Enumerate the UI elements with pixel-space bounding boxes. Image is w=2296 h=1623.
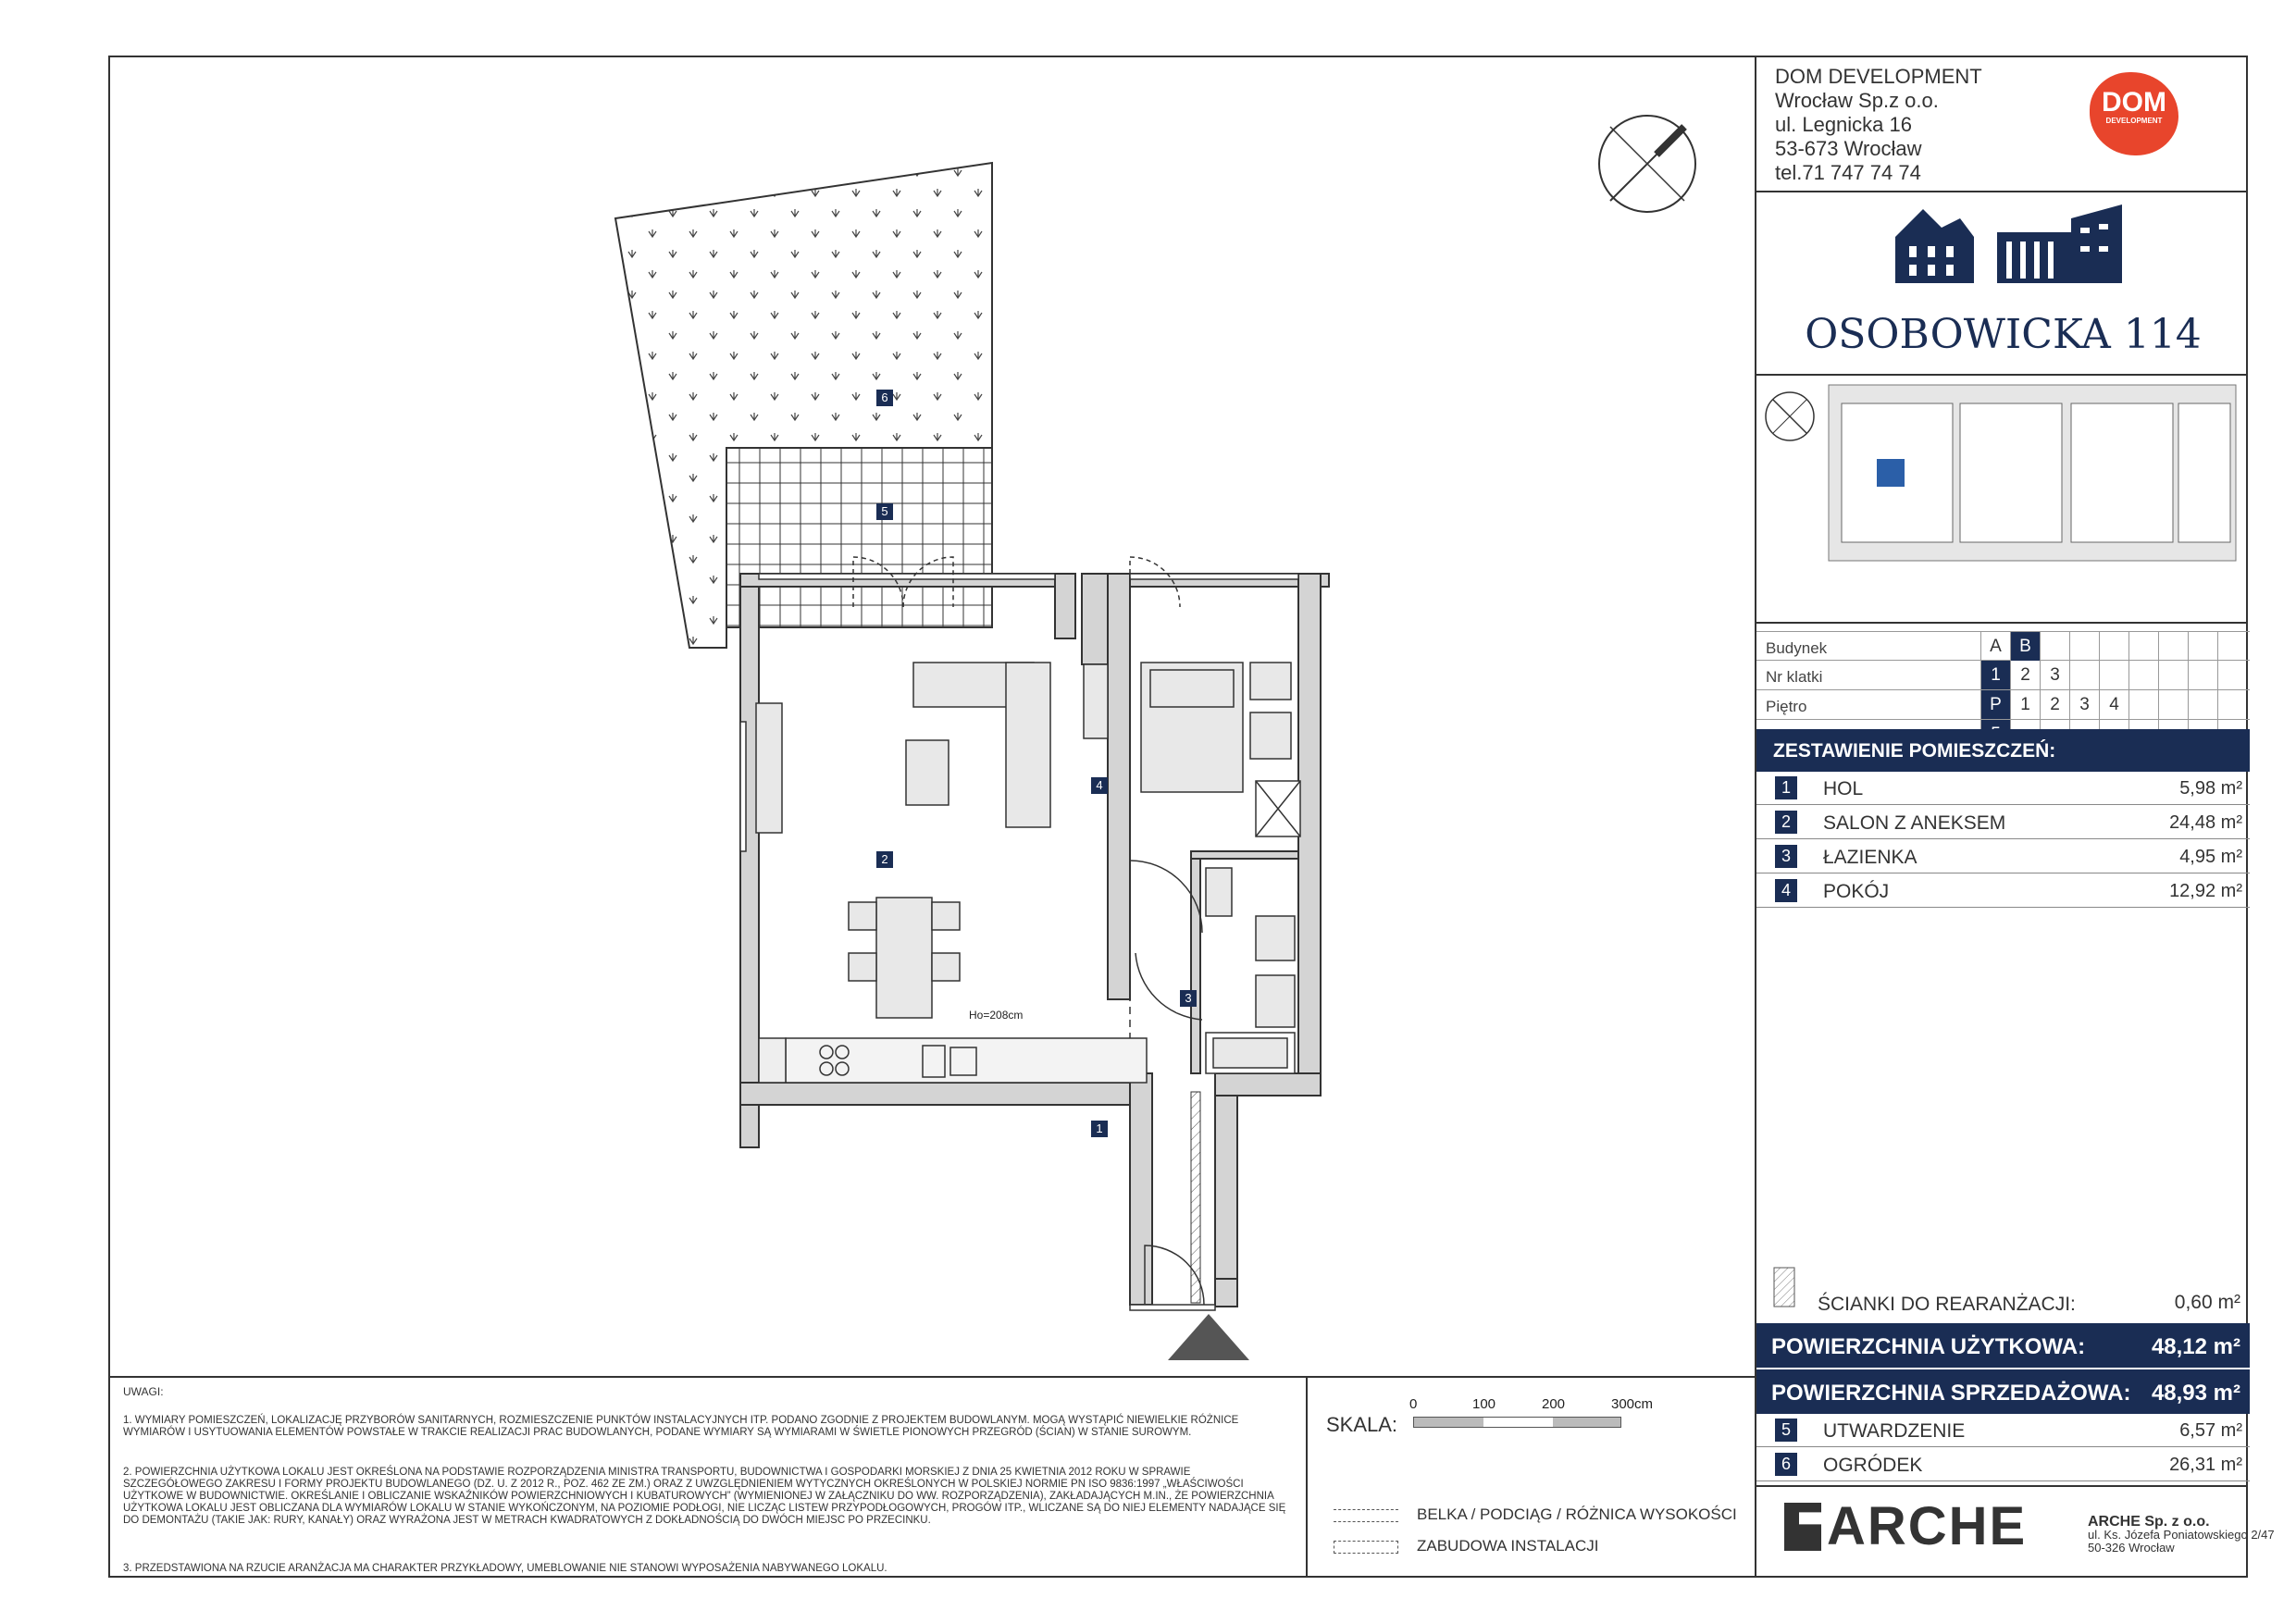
room-name: OGRÓDEK <box>1823 1455 1923 1476</box>
room-row <box>1756 840 2250 873</box>
room-area: 24,48 m² <box>2169 812 2242 833</box>
selector-option[interactable]: 4 <box>2099 690 2128 719</box>
selector-option[interactable]: B <box>2010 632 2040 661</box>
project-title: OSOBOWICKA 114 <box>1805 311 2202 358</box>
room-area: 26,31 m² <box>2169 1455 2242 1475</box>
selector-option[interactable]: 1 <box>2010 690 2040 719</box>
rearrange-wall <box>1191 1092 1200 1303</box>
developer-phone: tel.71 747 74 74 <box>1775 161 1921 184</box>
key-plan-unit-highlight <box>1877 459 1905 487</box>
dom-logo-subtext: DEVELOPMENT <box>2105 117 2163 125</box>
beam-legend-icon <box>1334 1509 1398 1522</box>
arche-logo <box>1784 1496 2062 1556</box>
selector-option[interactable]: 3 <box>2069 690 2099 719</box>
developer-company: Wrocław Sp.z o.o. <box>1775 89 1939 112</box>
selector-option[interactable]: 2 <box>2040 690 2069 719</box>
scale-label: SKALA: <box>1326 1413 1398 1436</box>
selector-row <box>1756 631 2250 661</box>
dom-logo <box>2090 72 2178 155</box>
rearrange-area: 0,60 m² <box>2174 1292 2240 1313</box>
room-name: HOL <box>1823 778 1864 799</box>
architect-city: 50-326 Wrocław <box>2088 1541 2175 1555</box>
usable-area-bar <box>1756 1323 2250 1369</box>
room-name: ŁAZIENKA <box>1823 847 1917 868</box>
entrance-marker <box>1168 1314 1249 1360</box>
selector-row <box>1756 690 2250 720</box>
room-area: 6,57 m² <box>2179 1420 2242 1441</box>
selector-empty-cell <box>2040 632 2069 661</box>
bathroom-fixtures <box>1206 868 1295 1073</box>
scale-tick-0: 0 <box>1409 1396 1418 1412</box>
room-number-badge: 6 <box>1775 1453 1797 1476</box>
note-1: 1. WYMIARY POMIESZCZEŃ, LOKALIZACJĘ PRZYBORÓW SANITARNYCH, ROZMIESZCZENIE PUNKTÓW INSTALACYJNYCH ITP. PODANO ZGODNIE Z PROJEKTEM BUDOWLANYM. MOGĄ WYSTĄPIĆ NIEWIELKIE RÓŻNICE WYMIARÓW I USYTUOWANIA ELEMENTÓW POWSTAŁE W TRAKCIE REALIZACJI PRAC BUDOWLANYCH, PODANE WYMIARY SĄ WYMIARAMI W ŚWIETLE PIONOWYCH PRZEGRÓD (ŚCIAN) W STANIE SUROWYM. <box>123 1415 1239 1438</box>
scale-tick-100: 100 <box>1472 1396 1496 1412</box>
title-block <box>1755 56 2275 1578</box>
developer-name: DOM DEVELOPMENT <box>1775 65 1982 88</box>
selector-empty-cell <box>2128 632 2158 661</box>
rearrange-label: ŚCIANKI DO REARANŻACJI: <box>1818 1294 2076 1315</box>
scale-bar <box>1413 1417 1621 1428</box>
arche-logo-text: ARCHE <box>1827 1496 2028 1556</box>
selector-empty-cell <box>2188 661 2217 689</box>
architect-name: ARCHE Sp. z o.o. <box>2088 1514 2210 1530</box>
project-building-icon <box>1886 200 2127 292</box>
selector-row <box>1756 661 2250 690</box>
plan-label-pokoj: 4 <box>1091 777 1108 794</box>
room-area: 4,95 m² <box>2179 847 2242 867</box>
room-name: UTWARDZENIE <box>1823 1420 1966 1442</box>
room-number-badge: 5 <box>1775 1419 1797 1442</box>
selector-empty-cell <box>2217 661 2247 689</box>
developer-street: ul. Legnicka 16 <box>1775 113 1912 136</box>
plan-label-utwardzenie: 5 <box>876 503 893 520</box>
room-row <box>1756 1414 2250 1447</box>
selector-row-label: Piętro <box>1766 698 1807 715</box>
note-3: 3. PRZEDSTAWIONA NA RZUCIE ARANŻACJA MA CHARAKTER PRZYKŁADOWY, UMEBLOWANIE NIE STANOWI WYPOSAŻENIA NABYWANEGO LOKALU. <box>123 1563 887 1574</box>
selector-empty-cell <box>2217 632 2247 661</box>
selector-empty-cell <box>2188 690 2217 719</box>
room-name: SALON Z ANEKSEM <box>1823 812 2006 834</box>
plan-label-hol: 1 <box>1091 1121 1108 1137</box>
installation-legend-icon <box>1334 1541 1398 1554</box>
legend-section <box>1308 1376 1755 1578</box>
selector-empty-cell <box>2099 632 2128 661</box>
selector-option[interactable]: 3 <box>2040 661 2069 689</box>
selector-empty-cell <box>2188 632 2217 661</box>
plan-label-salon: 2 <box>876 851 893 868</box>
selector-empty-cell <box>2217 690 2247 719</box>
dom-logo-text: DOM <box>2102 87 2166 118</box>
selector-option[interactable]: 1 <box>1980 661 2010 689</box>
beam-legend-label: BELKA / PODCIĄG / RÓŻNICA WYSOKOŚCI <box>1417 1505 1737 1523</box>
rooms-header: ZESTAWIENIE POMIESZCZEŃ: <box>1773 740 2056 762</box>
room-name: POKÓJ <box>1823 881 1890 902</box>
selector-row-label: Budynek <box>1766 639 1828 657</box>
selector-empty-cell <box>2158 661 2188 689</box>
selector-option[interactable]: A <box>1980 632 2010 661</box>
selector-empty-cell <box>2128 661 2158 689</box>
room-row <box>1756 806 2250 839</box>
room-area: 12,92 m² <box>2169 881 2242 901</box>
developer-info <box>1775 65 1982 185</box>
key-plan <box>1756 376 2250 622</box>
developer-city: 53-673 Wrocław <box>1775 137 1922 160</box>
plan-label-lazienka: 3 <box>1180 990 1197 1007</box>
sales-label: POWIERZCHNIA SPRZEDAŻOWA: <box>1771 1381 2131 1406</box>
scale-tick-200: 200 <box>1542 1396 1566 1412</box>
room-row <box>1756 1448 2250 1481</box>
floor-plan-area <box>108 56 1755 1376</box>
room-number-badge: 2 <box>1775 811 1797 834</box>
north-arrow <box>1599 116 1695 212</box>
room-area: 5,98 m² <box>2179 778 2242 799</box>
architect-street: ul. Ks. Józefa Poniatowskiego 2/47 <box>2088 1528 2275 1542</box>
selector-empty-cell <box>2069 661 2099 689</box>
scale-tick-300: 300cm <box>1611 1396 1654 1412</box>
usable-area: 48,12 m² <box>2151 1334 2240 1359</box>
room-number-badge: 1 <box>1775 776 1797 799</box>
selector-empty-cell <box>2099 661 2128 689</box>
rooms-header-bar <box>1756 729 2250 772</box>
selector-option[interactable]: P <box>1980 690 2010 719</box>
installation-legend-label: ZABUDOWA INSTALACJI <box>1417 1537 1599 1555</box>
notes-section <box>108 1376 1308 1578</box>
floor-plan <box>108 56 1755 1376</box>
notes-title: UWAGI: <box>123 1385 164 1398</box>
height-note: Ho=208cm <box>969 1009 1024 1022</box>
room-row <box>1756 874 2250 908</box>
selector-empty-cell <box>2158 690 2188 719</box>
sales-area: 48,93 m² <box>2151 1381 2240 1406</box>
room-number-badge: 3 <box>1775 845 1797 868</box>
architect-info <box>2088 1516 2275 1555</box>
selector-empty-cell <box>2158 632 2188 661</box>
note-2: 2. POWIERZCHNIA UŻYTKOWA LOKALU JEST OKREŚLONA NA PODSTAWIE ROZPORZĄDZENIA MINISTRA TRANSPORTU, BUDOWNICTWA I GOSPODARKI MORSKIEJ Z DNIA 25 KWIETNIA 2012 ROKU W SPRAWIE SZCZEGÓŁOWEGO ZAKRESU I FORMY PROJEKTU BUDOWLANEGO (DZ. U. Z 2012 R., POZ. 462 ZE ZM.) ORAZ Z UWZGLĘDNIENIEM WYTYCZNYCH OKREŚLONYCH W POLSKIEJ NORMIE PN ISO 9836:1997 „WŁAŚCIWOŚCI UŻYTKOWE W BUDOWNICTWIE. OKREŚLANIE I OBLICZANIE WSKAŹNIKÓW POWIERZCHNIOWYCH I KUBATUROWYCH” (WYMIENIONEJ W ZAŁĄCZNIKU DO WW. ROZPORZĄDZENIA), ZAKŁADAJĄCYCH M.IN., ŻE POWIERZCHNIA UŻYTKOWA LOKALU JEST OBLICZANA DLA WYMIARÓW LOKALU W STANIE WYKOŃCZONYM, NA POZIOMIE PODŁOGI, NIE LICZĄC LISTEW PRZYPODŁOGOWYCH, PROGÓW ITP., WLICZANE SĄ DO NIEJ ELEMENTY NADAJĄCE SIĘ DO DEMONTAŻU (TAKIE JAK: RURY, KANAŁY) ORAZ WYRAŻONA JEST W METRACH KWADRATOWYCH Z DOKŁADNOŚCIĄ DO DWÓCH MIEJSC PO PRZECINKU. <box>123 1467 1286 1526</box>
rearrange-hatch-icon <box>1773 1267 1795 1307</box>
selector-empty-cell <box>2069 632 2099 661</box>
usable-label: POWIERZCHNIA UŻYTKOWA: <box>1771 1334 2086 1359</box>
selector-option[interactable]: 2 <box>2010 661 2040 689</box>
selector-row-label: Nr klatki <box>1766 668 1823 686</box>
room-number-badge: 4 <box>1775 879 1797 902</box>
room-row <box>1756 772 2250 805</box>
sales-area-bar <box>1756 1369 2250 1414</box>
plan-label-ogrodek: 6 <box>876 390 893 406</box>
selector-empty-cell <box>2128 690 2158 719</box>
